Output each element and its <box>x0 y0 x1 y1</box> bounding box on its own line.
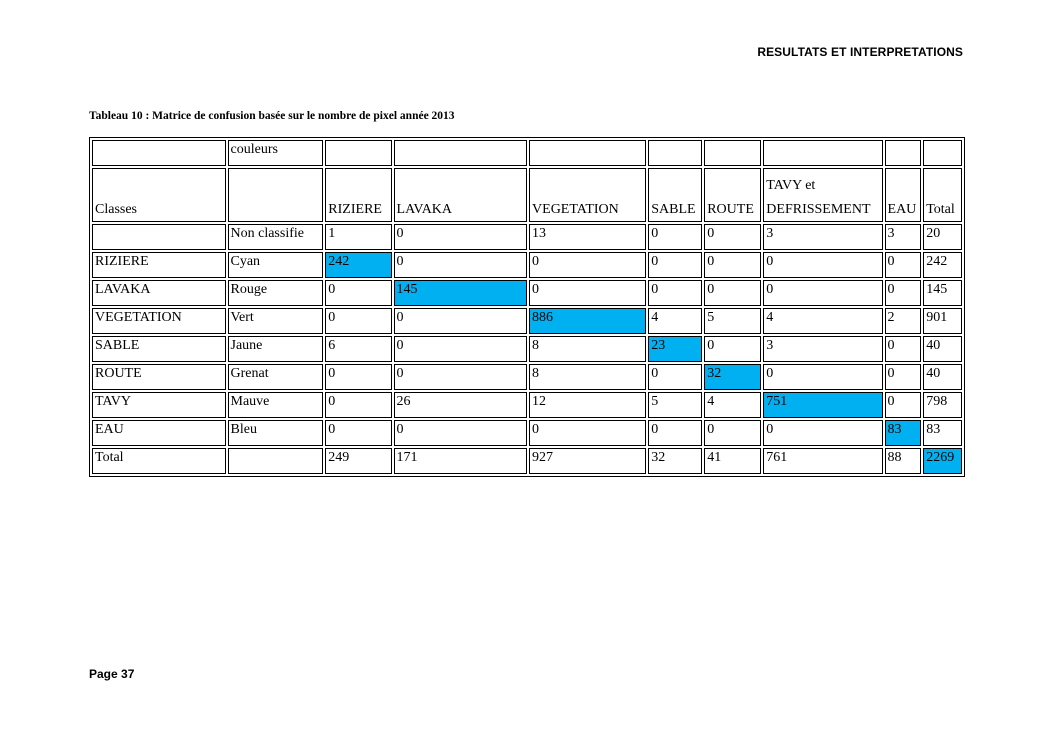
table-cell: 0 <box>648 224 702 250</box>
row-color-cell: Mauve <box>228 392 324 418</box>
row-color-cell: Non classifie <box>228 224 324 250</box>
table-header-row-colors <box>92 140 962 166</box>
table-cell: 0 <box>704 420 761 446</box>
table-cell: 0 <box>885 252 922 278</box>
table-cell: 0 <box>394 308 528 334</box>
header-tavy-line2: DEFRISSEMENT <box>766 202 871 217</box>
table-cell: 0 <box>704 252 761 278</box>
header-sable: SABLE <box>648 168 702 222</box>
table-header-row-classes <box>92 168 962 222</box>
table-cell: 927 <box>529 448 646 474</box>
row-color-cell: Cyan <box>228 252 324 278</box>
row-class-cell: EAU <box>92 420 226 446</box>
row-color-cell: Rouge <box>228 280 324 306</box>
row-class-cell: LAVAKA <box>92 280 226 306</box>
table-cell: 8 <box>529 336 646 362</box>
table-cell: 0 <box>648 364 702 390</box>
table-cell: 0 <box>394 336 528 362</box>
row-class-cell: ROUTE <box>92 364 226 390</box>
header-tavy-defrissement <box>763 168 882 222</box>
table-cell: 3 <box>763 224 882 250</box>
table-cell: 0 <box>885 280 922 306</box>
header-lavaka: LAVAKA <box>394 168 528 222</box>
table-cell: 0 <box>704 224 761 250</box>
row-class-cell <box>92 224 226 250</box>
table-cell: 0 <box>394 252 528 278</box>
table-cell: 0 <box>704 280 761 306</box>
table-cell: 6 <box>325 336 391 362</box>
table-cell: 886 <box>529 308 646 334</box>
table-cell: 4 <box>763 308 882 334</box>
table-cell: 3 <box>763 336 882 362</box>
table-cell: 41 <box>704 448 761 474</box>
table-cell: 0 <box>394 364 528 390</box>
table-cell: 0 <box>394 420 528 446</box>
row-color-cell: Bleu <box>228 420 324 446</box>
table-cell: 249 <box>325 448 391 474</box>
table-cell: 3 <box>885 224 922 250</box>
table-cell: 242 <box>923 252 962 278</box>
table-cell: 0 <box>325 420 391 446</box>
table-cell: 0 <box>704 336 761 362</box>
page-number: Page 37 <box>89 667 135 681</box>
table-cell: 0 <box>529 252 646 278</box>
table-cell: 0 <box>763 364 882 390</box>
table-cell: 1 <box>325 224 391 250</box>
table-cell: 171 <box>394 448 528 474</box>
table-cell: 5 <box>704 308 761 334</box>
row-color-cell: Vert <box>228 308 324 334</box>
table-cell: 0 <box>648 280 702 306</box>
table-cell: 83 <box>923 420 962 446</box>
header-blank <box>228 168 324 222</box>
header-eau: EAU <box>885 168 922 222</box>
table-cell: 0 <box>763 280 882 306</box>
table-cell: 145 <box>394 280 528 306</box>
table-body <box>92 224 962 474</box>
table-cell: 0 <box>529 280 646 306</box>
table-row <box>92 448 962 474</box>
table-cell: 0 <box>763 252 882 278</box>
table-cell: 0 <box>885 392 922 418</box>
table-row <box>92 252 962 278</box>
table-row <box>92 308 962 334</box>
table-cell: 20 <box>923 224 962 250</box>
table-caption: Tableau 10 : Matrice de confusion basée sur le nombre de pixel année 2013 <box>89 110 455 122</box>
row-color-cell: Grenat <box>228 364 324 390</box>
row-class-cell: Total <box>92 448 226 474</box>
header-riziere: RIZIERE <box>325 168 391 222</box>
table-cell: 761 <box>763 448 882 474</box>
table-cell: 40 <box>923 336 962 362</box>
table-cell: 32 <box>704 364 761 390</box>
table-cell: 798 <box>923 392 962 418</box>
table-cell: 0 <box>648 252 702 278</box>
table-row <box>92 364 962 390</box>
table-row <box>92 336 962 362</box>
header-tavy-line1: TAVY et <box>766 178 816 193</box>
table-cell: 0 <box>648 420 702 446</box>
table-cell: 0 <box>325 364 391 390</box>
table-row <box>92 392 962 418</box>
table-cell: 242 <box>325 252 391 278</box>
header-classes: Classes <box>92 168 226 222</box>
table-cell: 0 <box>325 308 391 334</box>
row-class-cell: SABLE <box>92 336 226 362</box>
table-cell: 2269 <box>923 448 962 474</box>
page-header-title: RESULTATS ET INTERPRETATIONS <box>757 45 963 59</box>
table-cell: 40 <box>923 364 962 390</box>
table-cell: 2 <box>885 308 922 334</box>
header-route: ROUTE <box>704 168 761 222</box>
table-cell: 23 <box>648 336 702 362</box>
table-cell: 0 <box>325 280 391 306</box>
row-class-cell: TAVY <box>92 392 226 418</box>
table-cell: 0 <box>529 420 646 446</box>
table-cell: 8 <box>529 364 646 390</box>
table-cell: 4 <box>648 308 702 334</box>
table-cell: 83 <box>885 420 922 446</box>
table-cell: 88 <box>885 448 922 474</box>
table-row <box>92 280 962 306</box>
header-vegetation: VEGETATION <box>529 168 646 222</box>
header-couleurs: couleurs <box>228 140 324 166</box>
table-cell: 751 <box>763 392 882 418</box>
confusion-matrix-table <box>89 137 965 477</box>
table-cell: 32 <box>648 448 702 474</box>
table-cell: 0 <box>325 392 391 418</box>
row-class-cell: RIZIERE <box>92 252 226 278</box>
table-cell: 12 <box>529 392 646 418</box>
table-cell: 0 <box>763 420 882 446</box>
table-cell: 13 <box>529 224 646 250</box>
row-color-cell <box>228 448 324 474</box>
table-cell: 0 <box>394 224 528 250</box>
row-class-cell: VEGETATION <box>92 308 226 334</box>
row-color-cell: Jaune <box>228 336 324 362</box>
table-cell: 5 <box>648 392 702 418</box>
table-row <box>92 420 962 446</box>
table-cell: 0 <box>885 364 922 390</box>
table-cell: 4 <box>704 392 761 418</box>
table-cell: 145 <box>923 280 962 306</box>
table-row <box>92 224 962 250</box>
header-total: Total <box>923 168 962 222</box>
table-cell: 26 <box>394 392 528 418</box>
table-cell: 901 <box>923 308 962 334</box>
table-cell: 0 <box>885 336 922 362</box>
